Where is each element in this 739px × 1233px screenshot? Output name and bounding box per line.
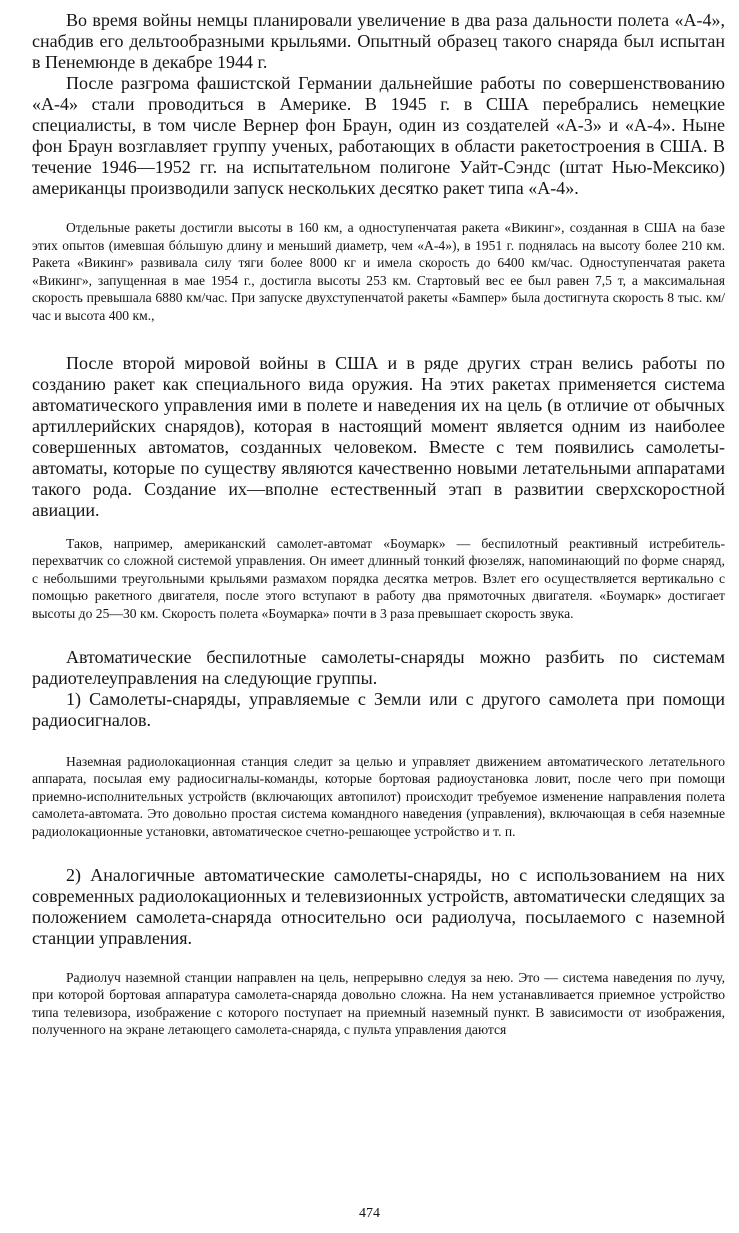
paragraph-4: Автоматические беспилотные самолеты-снаряды можно разбить по системам радиотелеуправления на следующие группы. xyxy=(32,646,725,688)
paragraph-3: После второй мировой войны в США и в ряде других стран велись работы по созданию ракет как специального вида оружия. На этих ракетах применяется система автоматического управления ими в полете и наведения их на цель (в отличие от обычных артиллерийских снарядов), которая в настоящий момент является одним из наиболее совершенных автоматов, созданных человеком. Вместе с тем появились самолеты-автоматы, которые по существу являются качественно новыми летательными аппаратами такого рода. Создание их—вполне естественный этап в развитии сверхскоростной авиации. xyxy=(32,352,725,520)
small-print-paragraph-1: Отдельные ракеты достигли высоты в 160 км, а одноступенчатая ракета «Викинг», созданная в США на базе этих опытов (имевшая бóльшую длину и меньший диаметр, чем «А-4»), в 1951 г. поднялась на высоту более 210 км. Ракета «Викинг» развивала силу тяги более 8000 кг и имела скорость до 6400 км/час. Одноступенчатая ракета «Викинг», запущенная в мае 1954 г., достигла высоты 253 км. Стартовый вес ее был равен 7,5 т, а максимальная скорость превышала 6880 км/час. При запуске двухступенчатой ракеты «Бампер» была достигнута скорость 8 тыс. км/час и высота 400 км., xyxy=(32,220,725,323)
list-item-2: 2) Аналогичные автоматические самолеты-снаряды, но с использованием на них современных радиолокационных и телевизионных устройств, автоматически следящих за положением самолета-снаряда относительно оси радиолуча, посылаемого с наземной станции управления. xyxy=(32,864,725,948)
small-print-paragraph-4: Радиолуч наземной станции направлен на цель, непрерывно следуя за нею. Это — система наведения по лучу, при которой бортовая аппаратура самолета-снаряда довольно сложна. На нем устанавливается приемное устройство типа телевизора, изображение с которого поступает на приемный наземный пункт. В зависимости от изображения, полученного на экране летающего самолета-снаряда, с пульта управления даются xyxy=(32,969,725,1038)
page-content xyxy=(32,10,725,1039)
list-item-1: 1) Самолеты-снаряды, управляемые с Земли или с другого самолета при помощи радиосигналов. xyxy=(32,688,725,730)
small-print-paragraph-2: Таков, например, американский самолет-автомат «Боумарк» — беспилотный реактивный истребитель-перехватчик со сложной системой управления. Он имеет длинный тонкий фюзеляж, напоминающий по форме снаряд, с небольшими треугольными крыльями размахом порядка десятка метров. Взлет его осуществляется вертикально с помощью ракетного двигателя, после этого вступают в работу два прямоточных двигателя. «Боумарк» достигает высоты до 25—30 км. Скорость полета «Боумарка» почти в 3 раза превышает скорость звука. xyxy=(32,535,725,621)
page-number: 474 xyxy=(359,1206,380,1221)
small-print-paragraph-3: Наземная радиолокационная станция следит за целью и управляет движением автоматического летательного аппарата, посылая ему радиосигналы-команды, которые бортовая радиоустановка ловит, после чего при помощи приемно-исполнительных устройств (включающих автопилот) происходит требуемое изменение направления полета самолета-автомата. Это довольно простая система командного наведения (управления), включающая в себя наземные радиолокационные установки, автоматическое счетно-решающее устройство и т. п. xyxy=(32,753,725,839)
paragraph-1: Во время войны немцы планировали увеличение в два раза дальности полета «А-4», снабдив его дельтообразными крыльями. Опытный образец такого снаряда был испытан в Пенемюнде в декабре 1944 г. xyxy=(32,10,725,72)
paragraph-2: После разгрома фашистской Германии дальнейшие работы по совершенствованию «А-4» стали проводиться в Америке. В 1945 г. в США перебрались немецкие специалисты, в том числе Вернер фон Браун, один из создателей «А-3» и «А-4». Ныне фон Браун возглавляет группу ученых, работающих в области ракетостроения в США. В течение 1946—1952 гг. на испытательном полигоне Уайт-Сэндс (штат Нью-Мексико) американцы производили запуск нескольких десятко ракет типа «А-4». xyxy=(32,73,725,198)
